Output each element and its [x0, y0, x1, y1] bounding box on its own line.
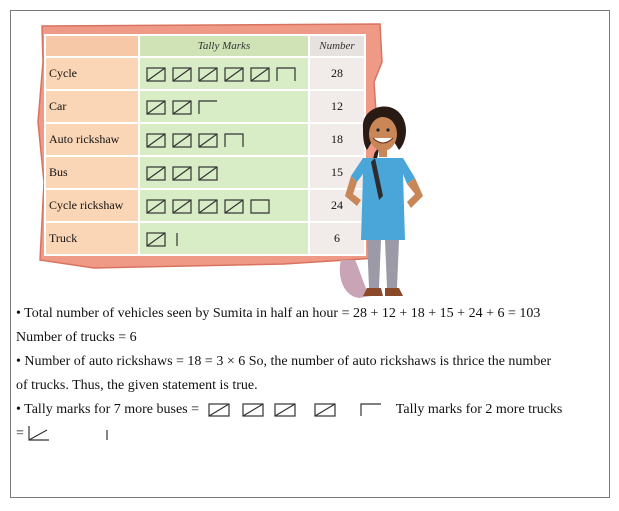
tally-partial	[251, 200, 269, 213]
header-vehicle	[45, 35, 139, 57]
tally-bundle-of-five	[147, 233, 165, 246]
bus-tally-marks	[203, 400, 393, 420]
tally-marks	[139, 90, 309, 123]
table-row	[45, 123, 365, 156]
tally-bundle-of-five	[147, 167, 165, 180]
table-row	[45, 189, 365, 222]
tally-bundle-of-five	[173, 68, 191, 81]
tally-group	[145, 97, 309, 117]
girl-illustration	[333, 100, 433, 300]
vehicle-count: 28	[309, 57, 365, 90]
vehicle-count: 24	[309, 189, 365, 222]
trucks-suffix: Tally marks for 2 more trucks	[395, 402, 563, 417]
tally-group	[145, 229, 309, 249]
tally-bundle-of-five	[251, 68, 269, 81]
solution-notes	[16, 303, 606, 447]
vehicle-count: 6	[309, 222, 365, 255]
header-tally-marks: Tally Marks	[139, 35, 309, 57]
tally-bundle-of-five	[173, 134, 191, 147]
tally-bundle-of-five	[199, 134, 217, 147]
vehicle-name: Truck	[45, 222, 139, 255]
tally-table	[44, 34, 366, 256]
header-number: Number	[309, 35, 365, 57]
table-row	[45, 57, 365, 90]
tally-bundle-of-five	[173, 101, 191, 114]
tally-bundle-of-five	[147, 68, 165, 81]
tally-partial	[199, 101, 217, 114]
tally-bundle-of-five	[225, 200, 243, 213]
buses-prefix: • Tally marks for 7 more buses =	[16, 402, 200, 417]
vehicle-name: Auto rickshaw	[45, 123, 139, 156]
tally-bundle-of-five	[147, 134, 165, 147]
tally-bundle-of-five	[225, 68, 243, 81]
truck-tally-marks	[27, 424, 117, 444]
tally-partial	[277, 68, 295, 81]
tally-marks	[139, 222, 309, 255]
equals-sign: =	[16, 426, 24, 441]
tally-partial	[225, 134, 243, 147]
tally-bundle-of-five	[147, 200, 165, 213]
table-row	[45, 156, 365, 189]
vehicle-name: Car	[45, 90, 139, 123]
tally-group	[145, 130, 309, 150]
tally-bundle-of-five	[173, 200, 191, 213]
tally-bundle-of-five	[147, 101, 165, 114]
tally-group	[145, 163, 309, 183]
tally-marks	[139, 123, 309, 156]
truck-tally-line	[16, 423, 606, 445]
autos-note-line2: of trucks. Thus, the given statement is true.	[16, 378, 258, 393]
vehicle-count: 12	[309, 90, 365, 123]
vehicle-count: 18	[309, 123, 365, 156]
vehicle-name: Cycle	[45, 57, 139, 90]
vehicle-count: 15	[309, 156, 365, 189]
tally-marks	[139, 57, 309, 90]
tally-bundle-of-five	[199, 167, 217, 180]
more-marks-note	[16, 399, 606, 421]
tally-group	[145, 64, 309, 84]
total-vehicles-note: • Total number of vehicles seen by Sumita in half an hour = 28 + 12 + 18 + 15 + 24 + 6 = 103	[16, 306, 541, 321]
tally-group	[145, 196, 309, 216]
table-row	[45, 90, 365, 123]
tally-bundle-of-five	[173, 167, 191, 180]
vehicle-name: Cycle rickshaw	[45, 189, 139, 222]
tally-bundle-of-five	[199, 200, 217, 213]
trucks-note: Number of trucks = 6	[16, 330, 137, 345]
vehicle-name: Bus	[45, 156, 139, 189]
table-row	[45, 222, 365, 255]
tally-bundle-of-five	[199, 68, 217, 81]
tally-marks	[139, 189, 309, 222]
autos-note-line1: • Number of auto rickshaws = 18 = 3 × 6 So, the number of auto rickshaws is thrice the number	[16, 354, 552, 369]
tally-marks	[139, 156, 309, 189]
